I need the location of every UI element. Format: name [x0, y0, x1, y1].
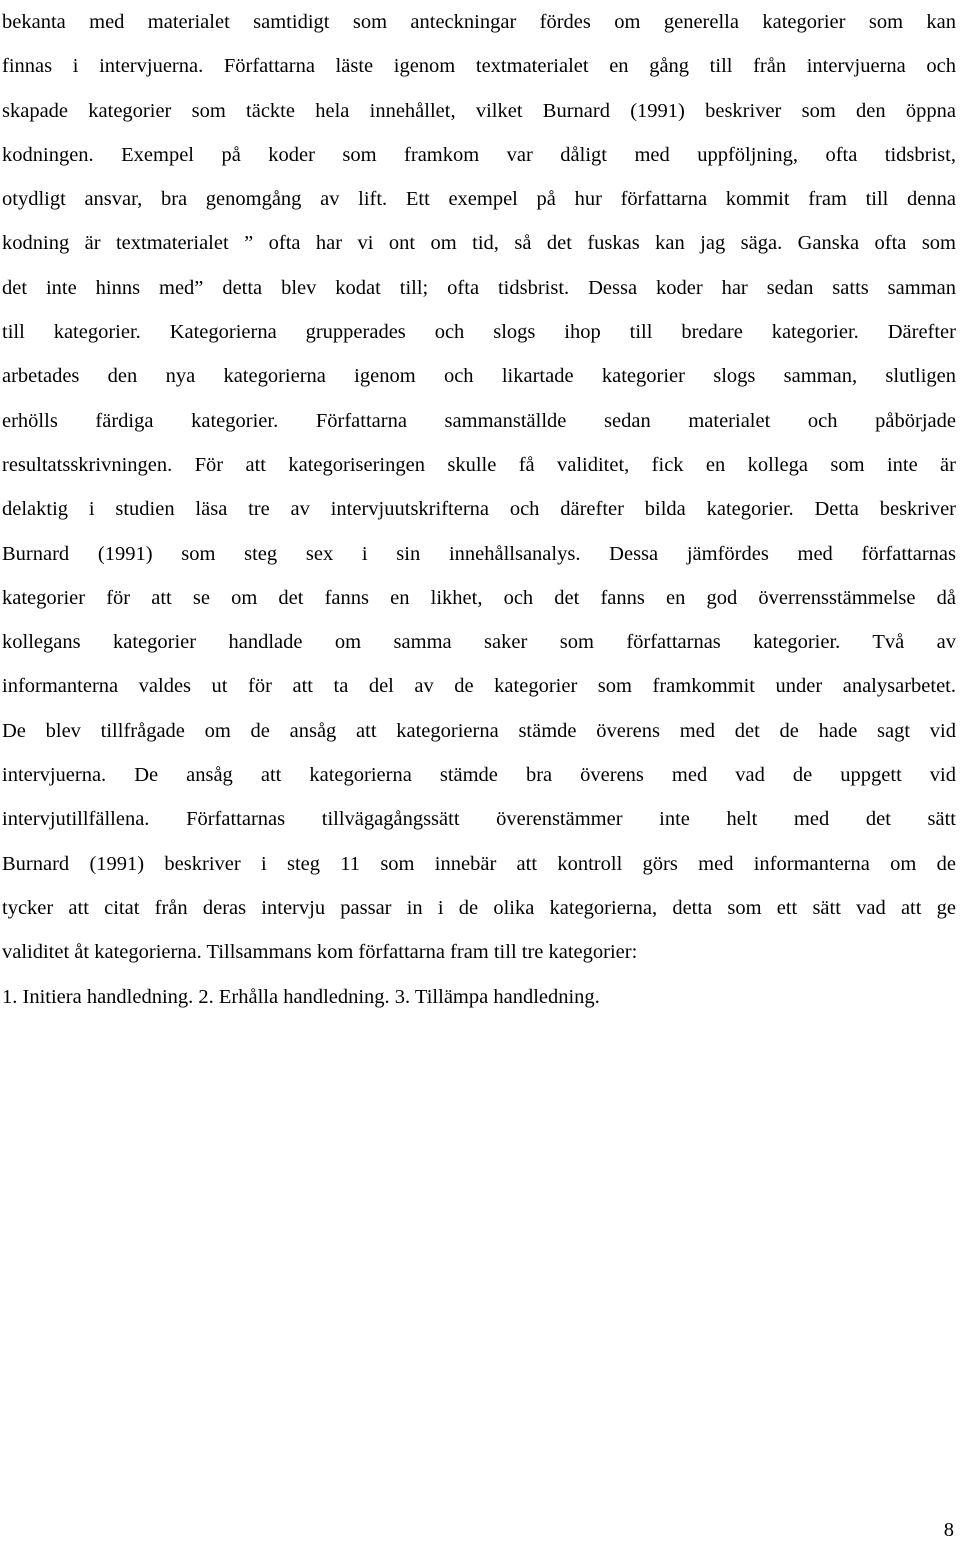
text-line: De blev tillfrågade om de ansåg att kategorierna stämde överens med det de hade sagt vid	[2, 719, 956, 742]
text-line: kodning är textmaterialet ” ofta har vi ont om tid, så det fuskas kan jag säga. Ganska ofta som	[2, 232, 956, 255]
text-line: Burnard (1991) beskriver i steg 11 som innebär att kontroll görs med informanterna om de	[2, 852, 956, 875]
text-line: kollegans kategorier handlade om samma saker som författarnas kategorier. Två av	[2, 631, 956, 654]
text-line: otydligt ansvar, bra genomgång av lift. Ett exempel på hur författarna kommit fram till denna	[2, 188, 956, 211]
text-line: tycker att citat från deras intervju passar in i de olika kategorierna, detta som ett sätt vad att ge	[2, 896, 956, 919]
text-line: skapade kategorier som täckte hela innehållet, vilket Burnard (1991) beskriver som den öppna	[2, 99, 956, 122]
text-line: bekanta med materialet samtidigt som anteckningar fördes om generella kategorier som kan	[2, 11, 956, 33]
body-paragraph	[2, 0, 956, 1019]
text-line: kategorier för att se om det fanns en likhet, och det fanns en god överrensstämmelse då	[2, 586, 956, 609]
text-line: informanterna valdes ut för att ta del av de kategorier som framkommit under analysarbetet.	[2, 675, 956, 698]
text-line: kodningen. Exempel på koder som framkom var dåligt med uppföljning, ofta tidsbrist,	[2, 143, 956, 166]
text-line: intervjutillfällena. Författarnas tillvägagångssätt överenstämmer inte helt med det sätt	[2, 808, 956, 831]
text-line: 1. Initiera handledning. 2. Erhålla handledning. 3. Tillämpa handledning.	[2, 985, 600, 1008]
text-line: intervjuerna. De ansåg att kategorierna stämde bra överens med vad de uppgett vid	[2, 764, 956, 787]
text-line: till kategorier. Kategorierna grupperades och slogs ihop till bredare kategorier. Därefter	[2, 321, 956, 344]
text-line: finnas i intervjuerna. Författarna läste igenom textmaterialet en gång till från intervjuerna och	[2, 55, 956, 78]
text-line: validitet åt kategorierna. Tillsammans kom författarna fram till tre kategorier:	[2, 941, 638, 964]
text-line: arbetades den nya kategorierna igenom och likartade kategorier slogs samman, slutligen	[2, 365, 956, 388]
text-line: delaktig i studien läsa tre av intervjuutskrifterna och därefter bilda kategorier. Detta beskriver	[2, 498, 956, 521]
text-line: det inte hinns med” detta blev kodat till; ofta tidsbrist. Dessa koder har sedan satts samman	[2, 276, 956, 299]
text-line: Burnard (1991) som steg sex i sin innehållsanalys. Dessa jämfördes med författarnas	[2, 542, 956, 565]
page-number: 8	[943, 1519, 954, 1541]
text-line: resultatsskrivningen. För att kategoriseringen skulle få validitet, fick en kollega som inte är	[2, 453, 956, 476]
text-line: erhölls färdiga kategorier. Författarna sammanställde sedan materialet och påbörjade	[2, 409, 956, 432]
